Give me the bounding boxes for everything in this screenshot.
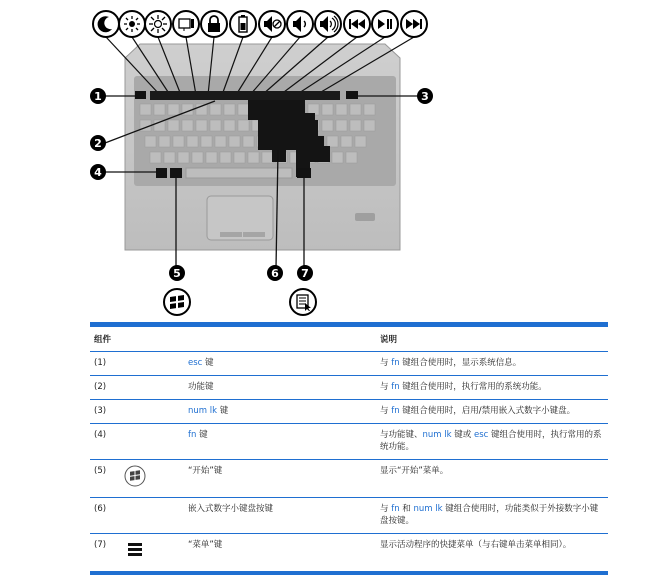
menu-key [297,168,311,178]
menu-icon [290,289,316,315]
header-description: 说明 [376,327,608,352]
function-icon-row [93,11,427,37]
table-row [90,498,608,534]
windows-logo-icon [164,289,190,315]
table-header [90,327,608,352]
component-description: 与 fn 和 num lk 键组合使用时，功能类似于外接数字小键盘按键。 [376,498,608,534]
volume-up-icon [315,11,341,37]
table-row [90,352,608,376]
callout-number: 4 [94,166,102,179]
table-row [90,400,608,424]
next-track-icon [401,11,427,37]
row-icon-cell [120,460,184,498]
table-row [90,376,608,400]
row-icon-cell [120,498,184,534]
component-description: 与 fn 键组合使用时，显示系统信息。 [376,352,608,376]
sleep-icon [93,11,119,37]
component-description: 与 fn 键组合使用时，启用/禁用嵌入式数字小键盘。 [376,400,608,424]
windows-logo-icon [124,480,146,490]
row-number: (6) [90,498,120,534]
volume-down-icon [287,11,313,37]
callout-number: 5 [173,267,181,280]
table-row [90,424,608,460]
play-pause-icon [372,11,398,37]
table-row [90,460,608,498]
row-icon-cell [120,534,184,572]
component-description: 显示活动程序的快捷菜单（与右键单击菜单相同）。 [380,540,572,550]
fn-key [156,168,167,178]
component-name: num lk 键 [184,400,376,424]
callout-6 [267,265,283,281]
row-number: (1) [90,352,120,376]
windows-key [170,168,182,178]
menu-icon [124,554,146,564]
component-name: “开始”键 [184,460,376,498]
row-icon-cell [120,400,184,424]
callout-number: 2 [94,137,102,150]
esc-key [135,91,146,99]
callout-number: 1 [94,90,102,103]
component-name: fn 键 [184,424,376,460]
row-icon-cell [120,376,184,400]
callout-3 [417,88,433,104]
function-keys-row [150,91,340,100]
brightness-down-icon [119,11,145,37]
num-lk-key [346,91,358,99]
callout-2 [90,135,106,151]
component-table [90,322,608,575]
component-name: “菜单”键 [188,540,223,550]
callout-number: 3 [421,90,429,103]
table-row [90,534,608,572]
row-number: (3) [90,400,120,424]
row-number: (4) [90,424,120,460]
component-name: 功能键 [184,376,376,400]
component-description: 与 fn 键组合使用时，执行常用的系统功能。 [376,376,608,400]
brightness-up-icon [145,11,171,37]
callout-4 [90,164,106,180]
component-description: 显示“开始”菜单。 [376,460,608,498]
lock-icon [201,11,227,37]
mute-icon [259,11,285,37]
component-name: 嵌入式数字小键盘按键 [184,498,376,534]
component-description: 与功能键、num lk 键或 esc 键组合使用时，执行常用的系统功能。 [376,424,608,460]
row-number: (2) [90,376,120,400]
callout-5 [169,265,185,281]
callout-number: 7 [301,267,309,280]
component-name: esc 键 [184,352,376,376]
display-switch-icon [173,11,199,37]
battery-icon [230,11,256,37]
row-icon-cell [120,352,184,376]
callout-7 [297,265,313,281]
row-number: (7) [94,540,107,550]
callout-1 [90,88,106,104]
header-component: 组件 [90,327,376,352]
callout-number: 6 [271,267,279,280]
previous-track-icon [344,11,370,37]
row-number: (5) [90,460,120,498]
row-icon-cell [120,424,184,460]
